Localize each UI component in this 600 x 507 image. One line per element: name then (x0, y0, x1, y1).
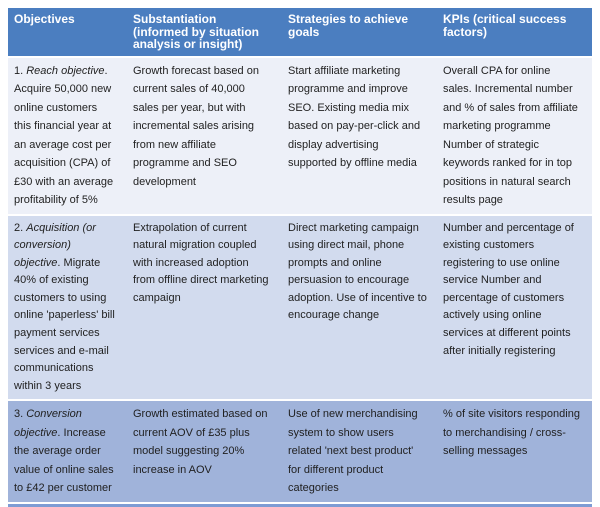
table-row (8, 401, 592, 502)
cell-substantiation: Extrapolation of current natural migration coupled with increased adoption from offline direct marketing campaign (133, 221, 269, 304)
cell-strategies: Use of new merchandising system to show users related 'next best product' for different product categories (288, 408, 418, 495)
objective-number: 2. (14, 221, 27, 234)
objective-title: Acquisition (or conversion) objective (14, 221, 96, 269)
cell-objective (8, 401, 127, 502)
column-header-kpis: KPIs (critical success factors) (443, 12, 567, 39)
cell-substantiation: Growth forecast based on current sales of 40,000 sales per year, but with incremental sales arising from new affiliate programme and SEO development (133, 64, 259, 188)
cell-substantiation: Growth estimated based on current AOV of £35 plus model suggesting 20% increase in AOV (133, 408, 268, 476)
objective-text: . Increase the average order value of online sales to £42 per customer (14, 426, 114, 495)
column-header-objectives: Objectives (14, 12, 75, 26)
cell-kpis: Overall CPA for online sales. Incremental number and % of sales from affiliate marketing programme Number of strategic keywords ranked for in top positions in natural search results page (443, 64, 578, 206)
table-header-row (8, 8, 592, 56)
objective-title: Conversion objective (14, 408, 82, 439)
cell-objective (8, 58, 127, 214)
column-header-substantiation: Substantiation (informed by situation analysis or insight) (133, 12, 259, 51)
table-bottom-border (8, 504, 592, 507)
cell-kpis: % of site visitors responding to merchandising / cross-selling messages (443, 408, 580, 458)
cell-kpis: Number and percentage of existing customers registering to use online service Number and percentage of customers actively using online services at different points after initially registering (443, 221, 574, 357)
table-row (8, 216, 592, 400)
cell-objective (8, 216, 127, 400)
objective-text: . Migrate 40% of existing customers to using online 'paperless' bill payment services services and e-mail communications within 3 years (14, 256, 115, 392)
cell-strategies: Start affiliate marketing programme and improve SEO. Existing media mix based on pay-per-click and display advertising supported by offline media (288, 64, 421, 169)
objective-number: 1. (14, 64, 27, 77)
objectives-table (8, 8, 592, 507)
objective-number: 3. (14, 408, 27, 421)
cell-strategies: Direct marketing campaign using direct mail, phone prompts and online persuasion to encourage adoption. Use of incentive to encourage change (288, 221, 427, 322)
objective-title: Reach objective (26, 64, 105, 77)
table-row (8, 58, 592, 214)
column-header-strategies: Strategies to achieve goals (288, 12, 409, 39)
objective-text: . Acquire 50,000 new online customers this financial year at an average cost per acquisition (CPA) of £30 with an average profitability of 5% (14, 64, 114, 206)
